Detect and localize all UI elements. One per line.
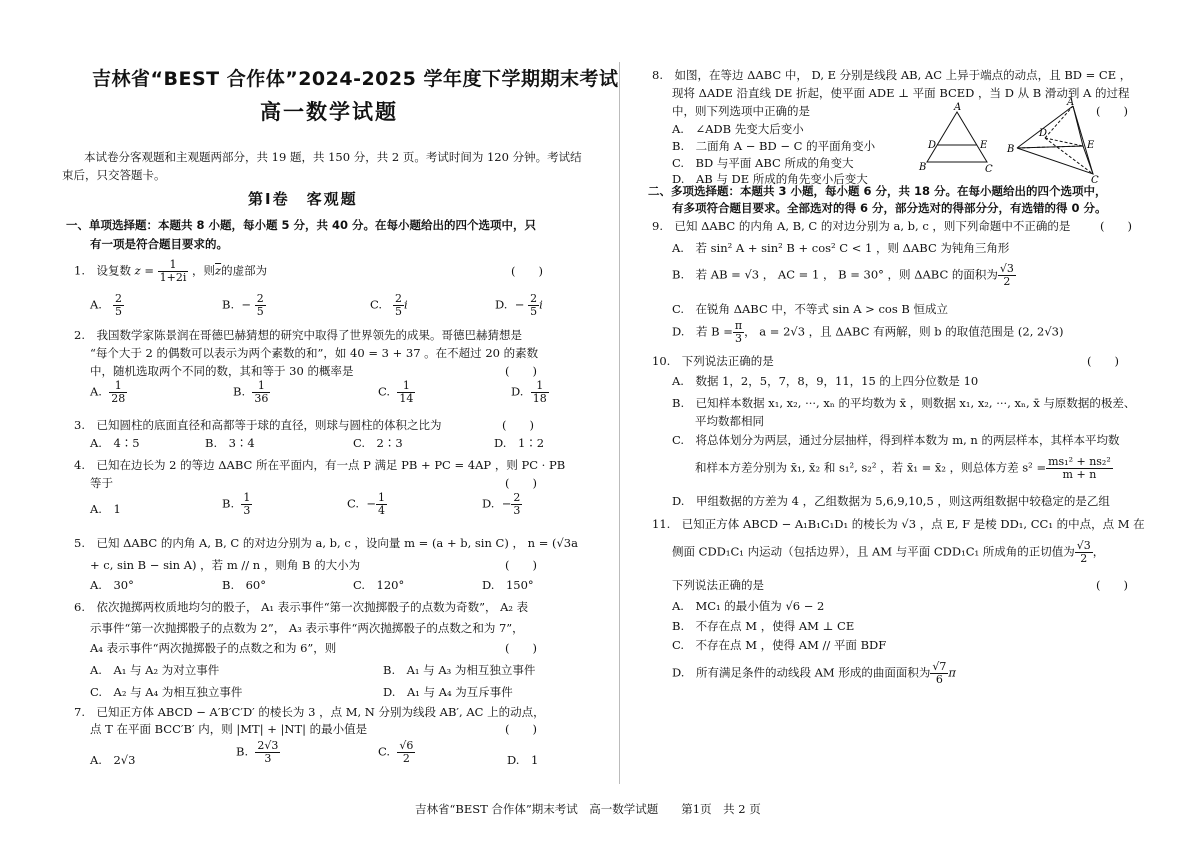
- fig-right-label-b: B: [1007, 144, 1015, 155]
- q6-option-a: A. A₁ 与 A₂ 为对立事件: [90, 663, 220, 677]
- q4-opt-b-den: 3: [243, 504, 251, 517]
- q6-line1: 6. 依次抛掷两枚质地均匀的骰子， A₁ 表示事件“第一次抛掷骰子的点数为奇数”， A₂ 表: [74, 600, 529, 614]
- q10-option-b-line2: 平均数都相同: [695, 414, 764, 428]
- q6-answer-paren: ( ): [505, 641, 537, 655]
- q5-answer-paren: ( ): [505, 558, 537, 572]
- q2-opt-b-frac: [252, 380, 270, 405]
- q5-option-d: D. 150°: [482, 578, 534, 592]
- q7-option-b: [236, 740, 280, 765]
- q8-figure-folded-tetrahedron: [1005, 96, 1115, 184]
- q4-opt-d-frac: [511, 492, 522, 517]
- q7-option-a: A. 2√3: [90, 753, 136, 767]
- q2-opt-d-num: 1: [531, 380, 549, 393]
- fig-left-label-c: C: [985, 164, 993, 175]
- q8-option-c: C. BD 与平面 ABC 所成的角变大: [672, 156, 854, 170]
- q8-line2: 现将 ΔADE 沿直线 DE 折起，使平面 ADE ⊥ 平面 BCED ，当 D 从 B 滑动到 A 的过程: [672, 86, 1130, 100]
- q4-line1: 4. 已知在边长为 2 的等边 ΔABC 所在平面内，有一点 P 满足 PB + PC = 4AP ，则 PC · PB: [74, 458, 566, 472]
- q8-figure-flat-triangle: [915, 100, 1000, 178]
- fig-left-label-e: E: [980, 140, 988, 151]
- q8-line1: 8. 如图，在等边 ΔABC 中， D, E 分别是线段 AB, AC 上异于端点的动点，且 BD = CE ，: [652, 68, 1132, 82]
- q2-opt-a-den: 28: [111, 392, 126, 405]
- q11-option-c: C. 不存在点 M ，使得 AM // 平面 BDF: [672, 638, 887, 652]
- q1-den: 1+2i: [159, 271, 187, 284]
- q11-opt-d-den: 6: [935, 673, 943, 686]
- q1-answer-paren: ( ): [511, 264, 543, 278]
- q9-opt-d-text-a: D. 若 B =: [672, 324, 733, 339]
- q10-option-a: A. 数据 1，2，5，7，8，9，11，15 的上四分位数是 10: [672, 374, 979, 388]
- q7-opt-c-den: 2: [402, 752, 410, 765]
- q7-opt-c-num: √6: [399, 739, 414, 752]
- q9-opt-d-num: π: [734, 319, 743, 332]
- q6-line3: A₄ 表示事件“两次抛掷骰子的点数之和为 6”，则: [90, 641, 337, 655]
- q7-answer-paren: ( ): [505, 722, 537, 736]
- q2-opt-a-label: A.: [90, 384, 102, 399]
- q7-opt-b-den: 3: [264, 752, 272, 765]
- q1-opt-c-i: i: [404, 297, 408, 312]
- q7-opt-c-label: C.: [378, 744, 391, 759]
- q11-line2: [672, 540, 1104, 565]
- fig-right-label-d: D: [1039, 128, 1048, 139]
- q1-text-c: 的虚部为: [221, 263, 268, 278]
- q4-opt-b-frac: [241, 492, 252, 517]
- q4-option-c: [347, 492, 387, 517]
- q4-opt-c-den: 4: [378, 504, 385, 517]
- q4-opt-b-num: 1: [243, 491, 251, 504]
- q10-option-b-line1: B. 已知样本数据 x₁, x₂, ···, xₙ 的平均数为 x̄ ，则数据 x₁, x₂, ···, xₙ, x̄ 与原数据的极差、: [672, 396, 1136, 410]
- q9-option-a: A. 若 sin² A + sin² B + cos² C < 1 ，则 ΔABC 为钝角三角形: [672, 241, 1010, 255]
- q4-opt-b-label: B.: [222, 496, 235, 511]
- question-1-stem: [74, 259, 267, 284]
- q4-option-b: [222, 492, 252, 517]
- q2-opt-d-frac: [531, 380, 549, 405]
- q6-option-d: D. A₁ 与 A₄ 为互斥事件: [383, 685, 513, 699]
- q1-opt-c-num: 2: [395, 292, 403, 305]
- q2-opt-b-label: B.: [233, 384, 246, 399]
- q4-opt-c-label: C.: [347, 496, 360, 511]
- q1-zbar: $\overline{z}$: [215, 263, 222, 278]
- q7-option-c: [378, 740, 415, 765]
- q1-option-a: [90, 293, 124, 318]
- q2-opt-c-frac: [397, 380, 415, 405]
- q1-opt-b-label: B.: [222, 297, 235, 312]
- q4-opt-d-sign: −: [501, 496, 512, 511]
- q1-text-b: ，则: [192, 263, 216, 278]
- q7-option-d: D. 1: [507, 753, 539, 767]
- q9-answer-paren: ( ): [1100, 219, 1132, 233]
- section2-heading-line1: 二、多项选择题：本题共 3 小题，每小题 6 分，共 18 分。在每小题给出的四个选项中，: [648, 184, 1107, 198]
- q9-opt-b-num: √3: [999, 262, 1014, 275]
- q4-opt-d-label: D.: [482, 496, 495, 511]
- q2-opt-a-num: 1: [109, 380, 127, 393]
- q9-opt-d-frac: [733, 320, 744, 345]
- q1-opt-c-den: 5: [395, 305, 403, 318]
- q11-opt-d-frac: [930, 661, 948, 686]
- q8-option-d: D. AB 与 DE 所成的角先变小后变大: [672, 172, 868, 186]
- fig-left-label-b: B: [919, 162, 927, 173]
- q2-opt-c-num: 1: [397, 380, 415, 393]
- q2-line3: 中，随机选取两个不同的数，其和等于 30 的概率是: [90, 364, 354, 378]
- q1-z: z =: [134, 263, 154, 278]
- section1-heading-line2: 有一项是符合题目要求的。: [90, 237, 228, 251]
- q1-opt-d-label: D.: [495, 297, 508, 312]
- q5-option-b: B. 60°: [222, 578, 266, 592]
- section1-heading-line1: 一、单项选择题：本题共 8 小题，每小题 5 分，共 40 分。在每小题给出的四个选项中，只: [66, 218, 537, 232]
- q10-opt-c-frac: [1046, 456, 1113, 481]
- fig-right-label-c: C: [1091, 175, 1099, 184]
- q1-option-d: [495, 293, 543, 318]
- q10-option-c-line1: C. 将总体划分为两层，通过分层抽样，得到样本数为 m, n 的两层样本，其样本平均数: [672, 433, 1120, 447]
- q2-opt-c-label: C.: [378, 384, 391, 399]
- q1-text-a: 1. 设复数: [74, 263, 131, 278]
- q3-answer-paren: ( ): [502, 418, 534, 432]
- q7-opt-b-frac: [255, 740, 280, 765]
- q2-opt-a-frac: [109, 380, 127, 405]
- q1-num: 1: [158, 259, 189, 272]
- q1-opt-b-den: 5: [256, 305, 264, 318]
- q2-option-c: [378, 380, 415, 405]
- q5-option-a: A. 30°: [90, 578, 134, 592]
- q4-answer-paren: ( ): [505, 476, 537, 490]
- q1-opt-d-i: i: [539, 297, 543, 312]
- q3-option-c: C. 2∶3: [353, 436, 403, 450]
- q2-line2: “每个大于 2 的偶数可以表示为两个素数的和”，如 40 = 3 + 37 。在不超过 20 的素数: [90, 346, 539, 360]
- page-footer: 吉林省“BEST 合作体”期末考试 高一数学试题 第1页 共 2 页: [415, 802, 761, 816]
- q9-option-c: C. 在锐角 ΔABC 中，不等式 sin A > cos B 恒成立: [672, 302, 949, 316]
- q4-opt-c-num: 1: [378, 491, 385, 504]
- q1-option-c: [370, 293, 408, 318]
- q4-opt-c-frac: [376, 492, 387, 517]
- q4-opt-d-num: 2: [513, 491, 521, 504]
- q6-option-b: B. A₁ 与 A₃ 为相互独立事件: [383, 663, 536, 677]
- q2-opt-c-den: 14: [399, 392, 414, 405]
- fig-left-label-d: D: [928, 140, 937, 151]
- q7-opt-c-frac: [397, 740, 415, 765]
- q8-option-b: B. 二面角 A − BD − C 的平面角变小: [672, 139, 876, 153]
- q2-line1: 2. 我国数学家陈景润在哥德巴赫猜想的研究中取得了世界领先的成果。哥德巴赫猜想是: [74, 328, 522, 342]
- q2-option-b: [233, 380, 270, 405]
- q9-opt-b-text: B. 若 AB = √3 ， AC = 1 ， B = 30° ，则 ΔABC 的面积为: [672, 267, 998, 282]
- q7-opt-b-label: B.: [236, 744, 249, 759]
- q9-line1: 9. 已知 ΔABC 的内角 A, B, C 的对边分别为 a, b, c ，则下列命题中不正确的是: [652, 219, 1071, 233]
- q11-line2-frac: [1075, 540, 1093, 565]
- q7-opt-b-num: 2√3: [257, 739, 279, 752]
- q11-line2-num: √3: [1076, 539, 1091, 552]
- q3-option-b: B. 3∶4: [205, 436, 255, 450]
- q11-answer-paren: ( ): [1096, 578, 1128, 592]
- q9-opt-b-frac: [998, 263, 1016, 288]
- exam-instructions: 本试卷分客观题和主观题两部分，共 19 题，共 150 分，共 2 页。考试时间为 120 分钟。考试结束后，只交答题卡。: [62, 150, 582, 182]
- column-divider: [619, 62, 620, 784]
- q10-answer-paren: ( ): [1087, 354, 1119, 368]
- exam-subject-title: 高一数学试题: [260, 100, 398, 124]
- q3-option-d: D. 1∶2: [494, 436, 545, 450]
- q2-opt-d-label: D.: [511, 384, 524, 399]
- q11-opt-d-text: D. 所有满足条件的动线段 AM 形成的曲面面积为: [672, 665, 931, 680]
- q1-opt-b-sign: −: [241, 297, 252, 312]
- q5-option-c: C. 120°: [353, 578, 405, 592]
- q11-line2-text: 侧面 CDD₁C₁ 内运动（包括边界），且 AM 与平面 CDD₁C₁ 所成角的正切值为: [672, 544, 1075, 559]
- q11-option-a: A. MC₁ 的最小值为 √6 − 2: [672, 599, 825, 613]
- q1-opt-a-frac: [113, 293, 124, 318]
- fig-left-label-a: A: [954, 102, 962, 113]
- q2-option-d: [511, 380, 549, 405]
- q1-opt-c-frac: [393, 293, 404, 318]
- q1-fraction: [158, 259, 189, 284]
- q8-line3: 中，则下列选项中正确的是: [672, 104, 810, 118]
- q1-opt-a-den: 5: [114, 305, 122, 318]
- q10-option-c-line2: [695, 456, 1113, 481]
- q1-opt-a-label: A.: [90, 297, 102, 312]
- q8-option-a: A. ∠ADB 先变大后变小: [672, 122, 804, 136]
- q10-opt-c-text: 和样本方差分别为 x̄₁, x̄₂ 和 s₁², s₂² ，若 x̄₁ = x̄₂ ，则总体方差 s² =: [695, 460, 1047, 475]
- q2-option-a: [90, 380, 127, 405]
- q4-option-a: A. 1: [90, 502, 121, 516]
- q11-line3: 下列说法正确的是: [672, 578, 764, 592]
- q5-line1: 5. 已知 ΔABC 的内角 A, B, C 的对边分别为 a, b, c ，设向量 m = (a + b, sin C) ， n = (√3a: [74, 536, 578, 550]
- section2-heading-line2: 有多项符合题目要求。全部选对的得 6 分，部分选对的得部分分，有选错的得 0 分。: [672, 201, 1107, 215]
- q11-opt-d-pi: π: [948, 665, 956, 680]
- fig-right-label-e: E: [1087, 140, 1095, 151]
- q2-opt-b-den: 36: [254, 392, 269, 405]
- q11-opt-d-num: √7: [932, 660, 947, 673]
- q1-opt-b-frac: [255, 293, 266, 318]
- q11-line1: 11. 已知正方体 ABCD − A₁B₁C₁D₁ 的棱长为 √3 ，点 E, F 是棱 DD₁, CC₁ 的中点，点 M 在: [652, 517, 1145, 531]
- q11-line2-comma: ，: [1092, 544, 1105, 559]
- q9-opt-d-den: 3: [734, 332, 742, 345]
- q7-line1: 7. 已知正方体 ABCD − A′B′C′D′ 的棱长为 3 ，点 M, N 分别为线段 AB′, AC 上的动点，: [74, 705, 545, 719]
- q9-option-d: [672, 320, 1063, 345]
- q9-opt-b-den: 2: [1003, 275, 1011, 288]
- q4-line2: 等于: [90, 476, 113, 490]
- q6-line2: 示事件“第一次抛掷骰子的点数为 2”， A₃ 表示事件“两次抛掷骰子的点数之和为 7”，: [90, 621, 524, 635]
- q1-opt-d-den: 5: [530, 305, 538, 318]
- q4-opt-d-den: 3: [513, 504, 521, 517]
- q4-option-d: [482, 492, 522, 517]
- q10-opt-c-den: m + n: [1062, 468, 1097, 481]
- q10-line1: 10. 下列说法正确的是: [652, 354, 774, 368]
- q6-option-c: C. A₂ 与 A₄ 为相互独立事件: [90, 685, 243, 699]
- q1-opt-a-num: 2: [114, 292, 122, 305]
- exam-title: 吉林省“BEST 合作体”2024-2025 学年度下学期期末考试: [92, 68, 619, 90]
- q11-option-b: B. 不存在点 M ，使得 AM ⊥ CE: [672, 619, 855, 633]
- q9-opt-d-text-b: ， a = 2√3 ，且 ΔABC 有两解，则 b 的取值范围是 (2, 2√3): [744, 324, 1064, 339]
- q1-option-b: [222, 293, 266, 318]
- q1-opt-c-label: C.: [370, 297, 383, 312]
- q9-option-b: [672, 263, 1016, 288]
- q2-answer-paren: ( ): [505, 364, 537, 378]
- q11-line2-den: 2: [1080, 552, 1088, 565]
- q10-option-d: D. 甲组数据的方差为 4 ，乙组数据为 5,6,9,10,5 ，则这两组数据中较稳定的是乙组: [672, 494, 1110, 508]
- q4-opt-c-sign: −: [366, 496, 376, 511]
- q3-line1: 3. 已知圆柱的底面直径和高都等于球的直径，则球与圆柱的体积之比为: [74, 418, 442, 432]
- q1-opt-d-frac: [528, 293, 539, 318]
- q2-opt-d-den: 18: [532, 392, 547, 405]
- q10-opt-c-num: ms₁² + ns₂²: [1048, 455, 1111, 468]
- q1-opt-d-sign: −: [514, 297, 525, 312]
- q3-option-a: A. 4∶5: [90, 436, 140, 450]
- q8-answer-paren: ( ): [1096, 104, 1128, 118]
- q1-opt-d-num: 2: [530, 292, 538, 305]
- q7-line2: 点 T 在平面 BCC′B′ 内，则 |MT| + |NT| 的最小值是: [90, 722, 368, 736]
- volume-heading: 第Ⅰ卷 客观题: [248, 190, 358, 208]
- q2-opt-b-num: 1: [252, 380, 270, 393]
- q5-line2: + c, sin B − sin A) ，若 m // n ，则角 B 的大小为: [90, 558, 361, 572]
- q11-option-d: [672, 661, 956, 686]
- q1-opt-b-num: 2: [256, 292, 264, 305]
- fig-right-label-a: A: [1067, 97, 1075, 108]
